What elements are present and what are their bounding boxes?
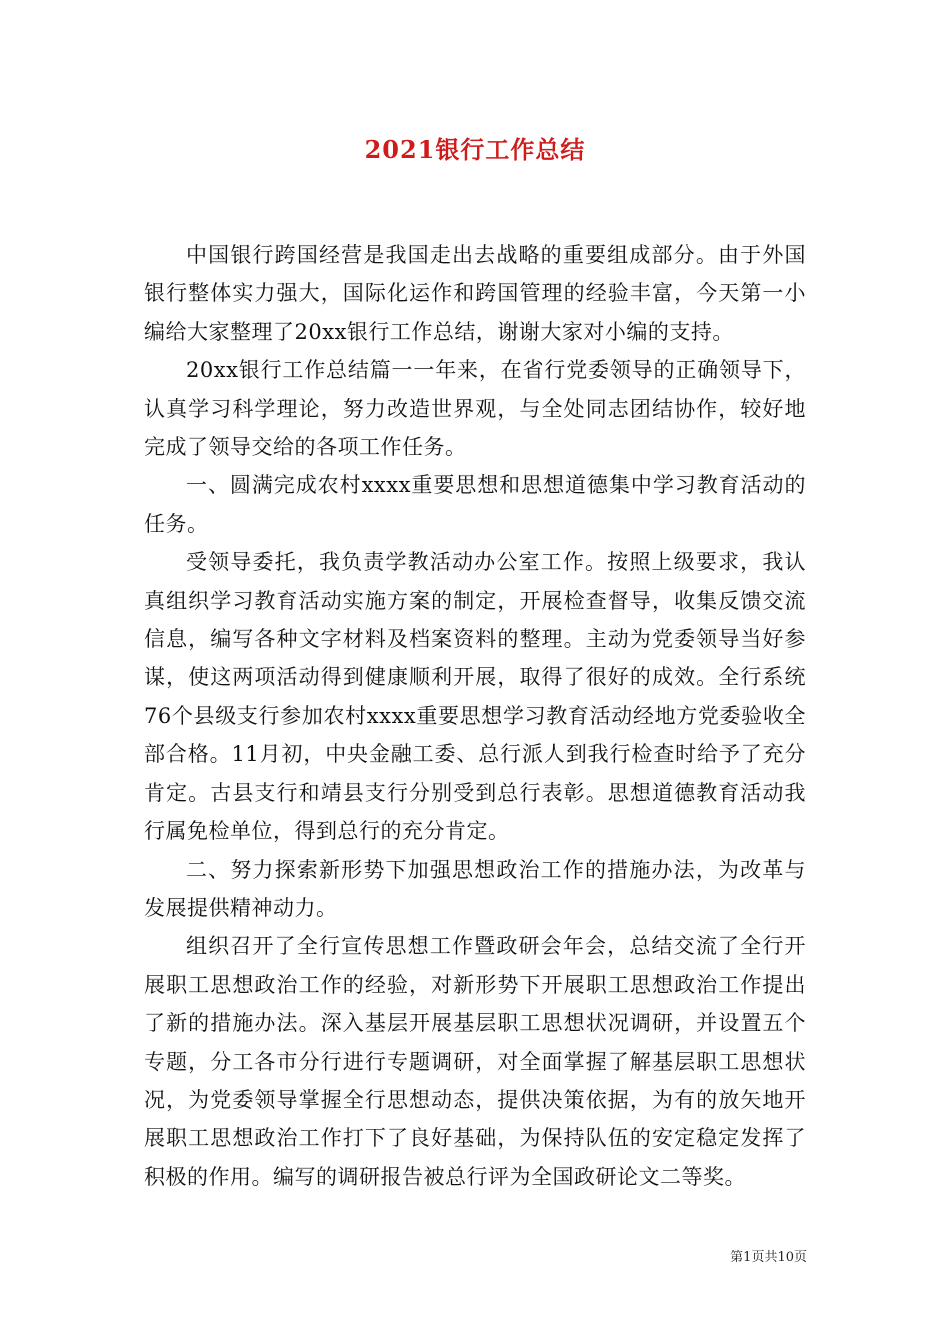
section-heading-one: 一、圆满完成农村xxxx重要思想和思想道德集中学习教育活动的任务。 xyxy=(144,473,806,536)
page-number-footer: 第1页共10页 xyxy=(730,1250,807,1265)
paragraph-section-two: 组织召开了全行宣传思想工作暨政研会年会，总结交流了全行开展职工思想政治工作的经验，对新形势下开展职工思想政治工作提出了新的措施办法。深入基层开展基层职工思想状况调研，并设置五个专题，分工各市分行进行专题调研，对全面掌握了解基层职工思想状况，为党委领导掌握全行思想动态，提供决策依据，为有的放矢地开展职工思想政治工作打下了良好基础，为保持队伍的安定稳定发挥了积极的作用。编写的调研报告被总行评为全国政研论文二等奖。 xyxy=(144,934,806,1189)
section-heading-two: 二、努力探索新形势下加强思想政治工作的措施办法，为改革与发展提供精神动力。 xyxy=(144,857,806,920)
document-title: 2021银行工作总结 xyxy=(364,135,586,164)
paragraph-section-one: 受领导委托，我负责学教活动办公室工作。按照上级要求，我认真组织学习教育活动实施方案的制定，开展检查督导，收集反馈交流信息，编写各种文字材料及档案资料的整理。主动为党委领导当好参谋，使这两项活动得到健康顺利开展，取得了很好的成效。全行系统76个县级支行参加农村xxxx重要思想学习教育活动经地方党委验收全部合格。11月初，中央金融工委、总行派人到我行检查时给予了充分肯定。古县支行和靖县支行分别受到总行表彰。思想道德教育活动我行属免检单位，得到总行的充分肯定。 xyxy=(144,550,806,844)
document-body xyxy=(144,236,806,1196)
paragraph-intro: 中国银行跨国经营是我国走出去战略的重要组成部分。由于外国银行整体实力强大，国际化运作和跨国管理的经验丰富，今天第一小编给大家整理了20xx银行工作总结，谢谢大家对小编的支持。 xyxy=(144,243,806,344)
paragraph-summary-opening: 20xx银行工作总结篇一一年来，在省行党委领导的正确领导下，认真学习科学理论，努力改造世界观，与全处同志团结协作，较好地完成了领导交给的各项工作任务。 xyxy=(144,358,806,460)
